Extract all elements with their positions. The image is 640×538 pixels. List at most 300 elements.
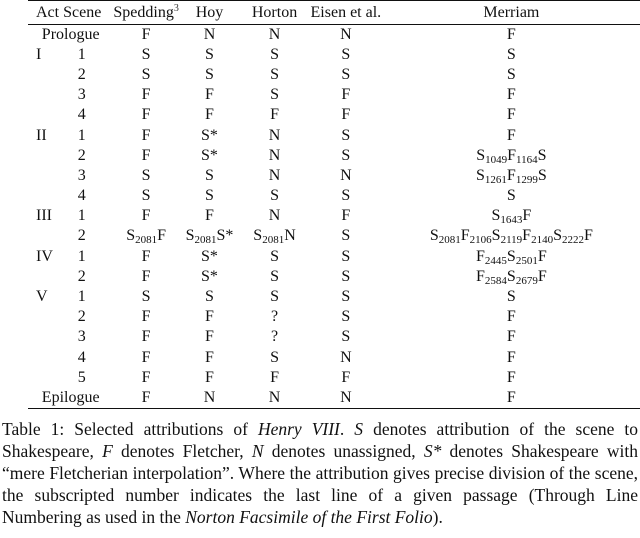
table-row (28, 105, 640, 125)
table-row (28, 368, 640, 388)
scene-cell (66, 166, 114, 186)
merriam-line-number: 2081 (438, 234, 461, 247)
hoy-cell (179, 348, 240, 368)
merriam-line-number: 1643 (500, 214, 523, 227)
scene-number: 1 (77, 247, 86, 265)
eisen-attribution: S (341, 146, 351, 164)
spedding-attribution: F (141, 368, 151, 386)
hoy-cell (179, 287, 240, 307)
merriam-line-number: 2445 (484, 254, 507, 267)
act-cell (28, 105, 66, 125)
table-row (28, 146, 640, 166)
scene-cell (66, 45, 114, 65)
caption-play-title: Henry VIII (257, 419, 340, 439)
horton-cell (240, 287, 309, 307)
spedding-cell (113, 287, 178, 307)
scene-cell (66, 307, 114, 327)
act-cell (28, 267, 66, 287)
merriam-attribution: F (522, 207, 532, 225)
act-cell: V (36, 288, 48, 306)
act-cell (28, 368, 66, 388)
eisen-cell (309, 105, 383, 125)
spedding-cell (113, 388, 178, 408)
spedding-cell (113, 267, 178, 287)
horton-cell (240, 206, 309, 226)
header-spedding (113, 1, 178, 25)
header-act-scene: Act Scene (36, 3, 102, 21)
horton-attribution: S (270, 45, 279, 63)
hoy-attribution: F (205, 348, 214, 366)
merriam-attribution: S (506, 288, 516, 306)
merriam-attribution: F (506, 368, 516, 386)
eisen-cell (309, 206, 383, 226)
horton-attribution: S (270, 65, 279, 83)
act-cell (28, 85, 66, 105)
caption-facsimile-title: Norton Facsimile of the First Folio (185, 507, 433, 527)
scene-cell (66, 247, 114, 267)
eisen-attribution: S (341, 187, 351, 205)
merriam-cell (383, 267, 640, 287)
hoy-attribution: S (205, 45, 214, 63)
scene-number: 2 (77, 146, 86, 164)
scene-cell (66, 348, 114, 368)
horton-cell (240, 388, 309, 408)
horton-cell (240, 247, 309, 267)
merriam-cell (383, 125, 640, 145)
eisen-cell (309, 348, 383, 368)
horton-attribution: N (268, 146, 281, 164)
eisen-attribution: S (341, 247, 351, 265)
table-row (28, 327, 640, 347)
spedding-attribution: S (141, 187, 151, 205)
table-row (28, 348, 640, 368)
hoy-cell (179, 206, 240, 226)
spedding-attribution: F (141, 388, 151, 406)
spedding-attribution: F (141, 126, 151, 144)
horton-cell (240, 307, 309, 327)
hoy-attribution: F (205, 86, 214, 104)
table-row (28, 25, 640, 45)
horton-attribution: S (270, 187, 279, 205)
horton-attribution: S (270, 267, 279, 285)
hoy-line-number: 2081 (194, 234, 217, 247)
scene-number: 2 (77, 308, 86, 326)
act-cell: II (36, 126, 47, 144)
caption-symbol-n: N (251, 441, 264, 461)
hoy-attribution: S* (201, 247, 218, 265)
hoy-attribution: F (205, 308, 214, 326)
caption-text: denotes Fletcher, (112, 441, 252, 461)
merriam-attribution: F (506, 166, 516, 184)
merriam-line-number: 1261 (484, 173, 507, 186)
eisen-attribution: F (341, 207, 351, 225)
table-caption (2, 418, 638, 528)
scene-cell (66, 85, 114, 105)
eisen-cell (309, 25, 383, 45)
hoy-cell (179, 226, 240, 246)
horton-attribution: N (268, 388, 281, 406)
header-eisen: Eisen et al. (310, 3, 382, 21)
horton-cell (240, 85, 309, 105)
eisen-attribution: N (340, 25, 352, 43)
merriam-attribution: F (506, 25, 516, 43)
spedding-line-number: 2081 (135, 234, 158, 247)
merriam-attribution: F (506, 328, 516, 346)
horton-attribution: ? (270, 308, 279, 326)
spedding-attribution: S (141, 65, 151, 83)
hoy-cell (179, 388, 240, 408)
attribution-table (28, 0, 640, 409)
act-cell (28, 348, 66, 368)
merriam-attribution: S (506, 65, 516, 83)
act-cell (28, 327, 66, 347)
act-cell (28, 307, 66, 327)
horton-attribution: N (268, 126, 281, 144)
horton-attribution: N (268, 207, 281, 225)
horton-cell (240, 186, 309, 206)
hoy-cell (179, 166, 240, 186)
horton-attribution: S (270, 348, 279, 366)
act-cell (28, 186, 66, 206)
eisen-attribution: S (341, 45, 351, 63)
merriam-attribution: F (506, 126, 516, 144)
table-row (28, 85, 640, 105)
merriam-attribution: S (476, 146, 486, 164)
eisen-cell (309, 247, 383, 267)
merriam-line-number: 2222 (561, 234, 584, 247)
merriam-line-number: 2106 (469, 234, 492, 247)
merriam-attribution: S (491, 227, 501, 245)
spedding-attribution: F (141, 308, 151, 326)
scene-number: 1 (77, 45, 86, 63)
scene-cell (66, 125, 114, 145)
hoy-cell (179, 327, 240, 347)
hoy-cell (179, 65, 240, 85)
horton-cell (240, 105, 309, 125)
scene-number: 4 (77, 187, 86, 205)
merriam-cell (383, 388, 640, 408)
act-cell (28, 226, 66, 246)
eisen-cell (309, 65, 383, 85)
horton-cell (240, 368, 309, 388)
spedding-attribution: F (141, 328, 151, 346)
eisen-cell (309, 327, 383, 347)
merriam-cell (383, 348, 640, 368)
merriam-cell (383, 45, 640, 65)
scene-number: 1 (77, 126, 86, 144)
table-body (28, 25, 640, 409)
spedding-cell (113, 45, 178, 65)
act-cell: I (36, 45, 42, 63)
hoy-cell (179, 105, 240, 125)
header-hoy: Hoy (195, 3, 224, 21)
eisen-attribution: F (341, 86, 351, 104)
merriam-attribution: S (476, 166, 485, 184)
merriam-attribution: F (460, 227, 470, 245)
table-row (28, 247, 640, 267)
eisen-attribution: S (341, 308, 351, 326)
eisen-cell (309, 368, 383, 388)
caption-symbol-f: F (102, 441, 113, 461)
scene-cell (66, 287, 114, 307)
spedding-attribution: F (141, 106, 151, 124)
hoy-attribution: S* (201, 267, 218, 285)
hoy-cell (179, 85, 240, 105)
caption-text: . (339, 419, 355, 439)
footnote-marker: 3 (173, 2, 179, 14)
row-label: Epilogue (41, 388, 100, 406)
spedding-cell (113, 146, 178, 166)
merriam-attribution: S (506, 267, 516, 285)
scene-cell (66, 327, 114, 347)
merriam-attribution: S (429, 227, 439, 245)
merriam-line-number: 1164 (516, 153, 538, 166)
horton-cell (240, 348, 309, 368)
table-row (28, 226, 640, 246)
caption-symbol-sstar: S* (423, 441, 442, 461)
horton-attribution: S (270, 86, 279, 104)
hoy-attribution: F (205, 106, 214, 124)
spedding-attribution: F (141, 247, 151, 265)
scene-cell (66, 226, 114, 246)
hoy-attribution: S (205, 65, 214, 83)
merriam-cell (383, 146, 640, 166)
spedding-attribution: F (141, 348, 151, 366)
caption-symbol-s: S (354, 419, 364, 439)
horton-cell (240, 125, 309, 145)
horton-attribution: S (253, 227, 263, 245)
horton-cell (240, 65, 309, 85)
scene-cell (66, 105, 114, 125)
merriam-attribution: F (506, 86, 516, 104)
eisen-cell (309, 186, 383, 206)
horton-cell (240, 25, 309, 45)
scene-number: 3 (77, 166, 86, 184)
spedding-cell (113, 368, 178, 388)
spedding-cell (113, 166, 178, 186)
merriam-cell (383, 186, 640, 206)
eisen-cell (309, 307, 383, 327)
table-row (28, 307, 640, 327)
eisen-cell (309, 45, 383, 65)
hoy-attribution: F (205, 328, 214, 346)
spedding-attribution: F (141, 207, 151, 225)
caption-text: denotes unassigned, (263, 441, 424, 461)
spedding-cell (113, 25, 178, 45)
eisen-cell (309, 287, 383, 307)
scene-number: 4 (77, 348, 86, 366)
spedding-cell (113, 307, 178, 327)
hoy-cell (179, 125, 240, 145)
merriam-attribution: F (537, 267, 547, 285)
table-header-row (28, 1, 640, 25)
scene-cell (66, 206, 114, 226)
eisen-attribution: S (341, 328, 351, 346)
hoy-attribution: F (205, 207, 214, 225)
table-row (28, 45, 640, 65)
spedding-cell (113, 85, 178, 105)
merriam-line-number: 2501 (515, 254, 538, 267)
horton-cell (240, 267, 309, 287)
scene-cell (66, 146, 114, 166)
horton-cell (240, 226, 309, 246)
merriam-cell (383, 226, 640, 246)
merriam-cell (383, 247, 640, 267)
merriam-cell (383, 166, 640, 186)
hoy-attribution: S (205, 288, 214, 306)
spedding-cell (113, 105, 178, 125)
merriam-attribution: S (491, 207, 501, 225)
merriam-cell (383, 105, 640, 125)
act-cell (28, 65, 66, 85)
merriam-cell (383, 287, 640, 307)
horton-cell (240, 166, 309, 186)
hoy-attribution: S* (216, 227, 234, 245)
merriam-line-number: 2119 (500, 234, 523, 247)
eisen-attribution: N (340, 348, 352, 366)
spedding-cell (113, 65, 178, 85)
eisen-cell (309, 388, 383, 408)
scene-cell (66, 368, 114, 388)
caption-text: Table 1: Selected attributions of (2, 419, 258, 439)
spedding-cell (113, 247, 178, 267)
eisen-cell (309, 85, 383, 105)
scene-number: 2 (77, 227, 86, 245)
merriam-attribution: F (506, 388, 516, 406)
scene-cell (66, 267, 114, 287)
merriam-cell (383, 206, 640, 226)
horton-attribution: N (284, 227, 296, 245)
merriam-attribution: F (537, 247, 547, 265)
act-cell (28, 146, 66, 166)
spedding-cell (113, 327, 178, 347)
header-merriam: Merriam (483, 3, 540, 21)
header-spedding-label: Spedding (113, 3, 174, 21)
header-horton: Horton (251, 3, 298, 21)
merriam-attribution: F (507, 146, 517, 164)
merriam-attribution: F (476, 247, 485, 265)
hoy-cell (179, 146, 240, 166)
hoy-cell (179, 25, 240, 45)
table-row (28, 65, 640, 85)
eisen-cell (309, 226, 383, 246)
scene-cell (66, 65, 114, 85)
act-cell (28, 166, 66, 186)
horton-attribution: F (270, 106, 279, 124)
merriam-attribution: S (506, 187, 516, 205)
table-row (28, 267, 640, 287)
hoy-attribution: S (205, 187, 214, 205)
hoy-cell (179, 307, 240, 327)
merriam-line-number: 2679 (515, 274, 538, 287)
hoy-attribution: F (205, 368, 214, 386)
eisen-attribution: S (341, 65, 351, 83)
table-row (28, 206, 640, 226)
table-row (28, 125, 640, 145)
horton-cell (240, 146, 309, 166)
eisen-attribution: S (341, 126, 351, 144)
spedding-cell (113, 348, 178, 368)
merriam-attribution: S (506, 45, 516, 63)
eisen-attribution: S (341, 227, 351, 245)
spedding-cell (113, 186, 178, 206)
eisen-cell (309, 267, 383, 287)
spedding-attribution: F (141, 25, 151, 43)
merriam-cell (383, 368, 640, 388)
hoy-cell (179, 368, 240, 388)
eisen-attribution: S (341, 267, 351, 285)
act-cell: IV (36, 247, 53, 265)
merriam-attribution: S (537, 146, 547, 164)
horton-attribution: F (270, 368, 279, 386)
merriam-cell (383, 25, 640, 45)
merriam-attribution: F (583, 227, 593, 245)
hoy-cell (179, 247, 240, 267)
spedding-attribution: F (157, 227, 166, 245)
scene-number: 2 (77, 65, 86, 83)
scene-number: 1 (77, 207, 86, 225)
merriam-line-number: 2584 (484, 274, 507, 287)
scene-number: 5 (77, 368, 86, 386)
horton-cell (240, 45, 309, 65)
table-row (28, 287, 640, 307)
spedding-attribution: S (141, 45, 151, 63)
eisen-attribution: F (341, 368, 351, 386)
merriam-attribution: S (506, 247, 516, 265)
horton-attribution: N (268, 25, 281, 43)
eisen-cell (309, 125, 383, 145)
eisen-cell (309, 146, 383, 166)
eisen-cell (309, 166, 383, 186)
hoy-attribution: S (205, 166, 214, 184)
caption-text: denotes Shakespeare with “mere Fletcherian interpolation”. Where the attribution gives precise division of the scene, the subscripted number indicates the last line of a given passage (Through Line Numbering as used in the (2, 441, 639, 527)
scene-number: 4 (77, 106, 86, 124)
merriam-line-number: 2140 (531, 234, 554, 247)
merriam-cell (383, 327, 640, 347)
merriam-attribution: F (506, 308, 516, 326)
merriam-attribution: S (537, 166, 547, 184)
eisen-attribution: S (341, 288, 351, 306)
caption-text: denotes attribution of the scene to Shakespeare, (2, 419, 639, 461)
row-label: Prologue (41, 25, 100, 43)
horton-attribution: ? (270, 328, 279, 346)
spedding-attribution: F (141, 86, 151, 104)
spedding-attribution: F (141, 267, 151, 285)
table-row (28, 166, 640, 186)
hoy-attribution: S* (201, 126, 218, 144)
eisen-attribution: F (341, 106, 351, 124)
act-cell: III (36, 207, 52, 225)
merriam-cell (383, 65, 640, 85)
eisen-attribution: N (340, 166, 352, 184)
merriam-attribution: F (506, 106, 516, 124)
spedding-cell (113, 125, 178, 145)
scene-number: 2 (77, 267, 86, 285)
scene-number: 3 (77, 86, 86, 104)
spedding-attribution: F (141, 146, 151, 164)
merriam-line-number: 1299 (515, 173, 538, 186)
scene-number: 1 (77, 288, 86, 306)
horton-attribution: S (270, 288, 279, 306)
horton-cell (240, 327, 309, 347)
eisen-attribution: N (340, 388, 352, 406)
scene-cell (66, 186, 114, 206)
merriam-cell (383, 85, 640, 105)
spedding-attribution: S (141, 288, 151, 306)
scene-number: 3 (77, 328, 86, 346)
table-row (28, 186, 640, 206)
caption-text: ). (432, 507, 443, 527)
